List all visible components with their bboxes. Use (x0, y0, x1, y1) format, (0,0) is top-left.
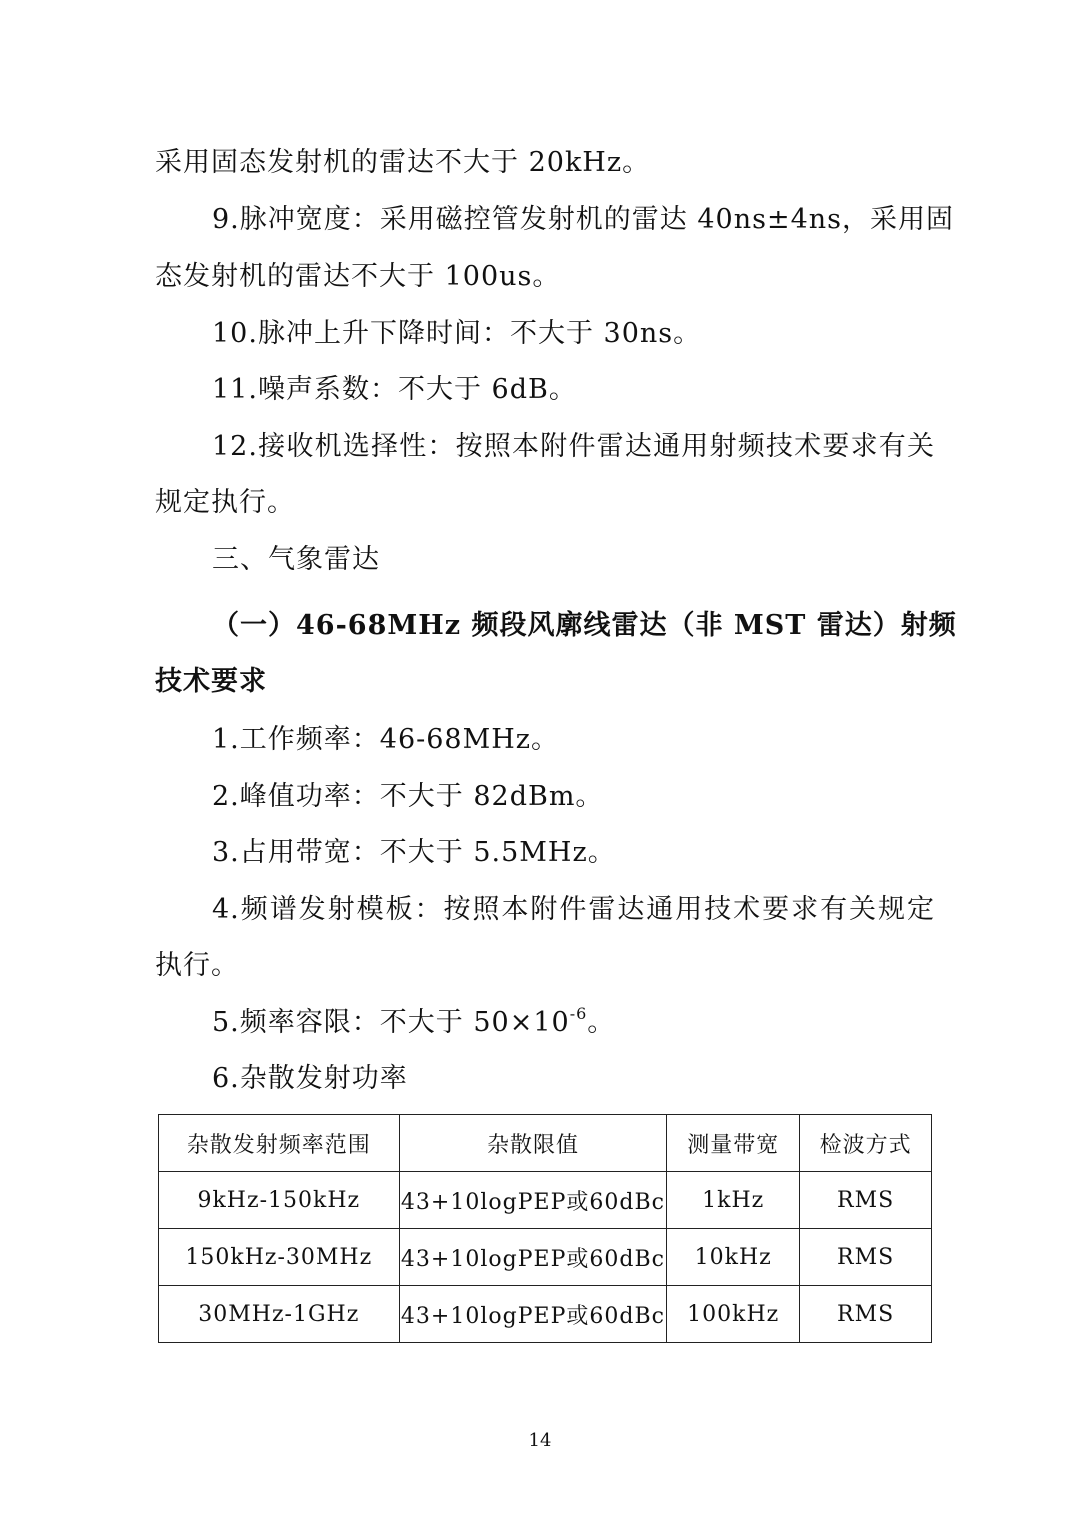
table-cell: 43+10logPEP或60dBc (399, 1172, 667, 1229)
table-row (159, 1172, 932, 1229)
table-cell: RMS (800, 1172, 932, 1229)
list-item: 3.占用带宽：不大于 5.5MHz。 (212, 837, 616, 868)
paragraph-line: 11.噪声系数：不大于 6dB。 (212, 374, 577, 405)
table-cell: 1kHz (667, 1172, 800, 1229)
subsection-heading: 技术要求 (155, 666, 267, 697)
page-number: 14 (528, 1430, 552, 1451)
table-header-cell: 杂散发射频率范围 (159, 1115, 400, 1172)
table-cell: 9kHz-150kHz (159, 1172, 400, 1229)
paragraph-line: 态发射机的雷达不大于 100us。 (155, 261, 561, 292)
spurious-emission-table (158, 1114, 932, 1343)
paragraph-line: 规定执行。 (155, 487, 295, 518)
table-header-cell: 杂散限值 (399, 1115, 667, 1172)
table-cell: 100kHz (667, 1286, 800, 1343)
list-item-text: 。 (587, 1007, 616, 1038)
list-item-text: 5.频率容限：不大于 50×10 (212, 1007, 570, 1038)
section-heading: 三、气象雷达 (212, 544, 380, 575)
table-cell: RMS (800, 1229, 932, 1286)
table-cell: 10kHz (667, 1229, 800, 1286)
paragraph-line: 10.脉冲上升下降时间：不大于 30ns。 (212, 318, 702, 349)
table-cell: 30MHz-1GHz (159, 1286, 400, 1343)
paragraph-line: 9.脉冲宽度：采用磁控管发射机的雷达 40ns±4ns，采用固 (212, 204, 954, 235)
paragraph-line: 12.接收机选择性：按照本附件雷达通用射频技术要求有关 (212, 431, 935, 462)
exponent: -6 (569, 1004, 588, 1023)
table-row (159, 1286, 932, 1343)
table-header-cell: 检波方式 (800, 1115, 932, 1172)
table-cell: 150kHz-30MHz (159, 1229, 400, 1286)
list-item: 4.频谱发射模板：按照本附件雷达通用技术要求有关规定 (212, 894, 935, 925)
table-header-row (159, 1115, 932, 1172)
subsection-heading: （一）46-68MHz 频段风廓线雷达（非 MST 雷达）射频 (212, 610, 957, 641)
table-row (159, 1229, 932, 1286)
list-item: 1.工作频率：46-68MHz。 (212, 724, 560, 755)
table-cell: 43+10logPEP或60dBc (399, 1229, 667, 1286)
list-item: 6.杂散发射功率 (212, 1063, 408, 1094)
list-item: 2.峰值功率：不大于 82dBm。 (212, 781, 604, 812)
table-header-cell: 测量带宽 (667, 1115, 800, 1172)
table-cell: RMS (800, 1286, 932, 1343)
list-item: 执行。 (155, 950, 239, 981)
table-cell: 43+10logPEP或60dBc (399, 1286, 667, 1343)
list-item (212, 1003, 935, 1043)
paragraph-line: 采用固态发射机的雷达不大于 20kHz。 (155, 147, 651, 178)
